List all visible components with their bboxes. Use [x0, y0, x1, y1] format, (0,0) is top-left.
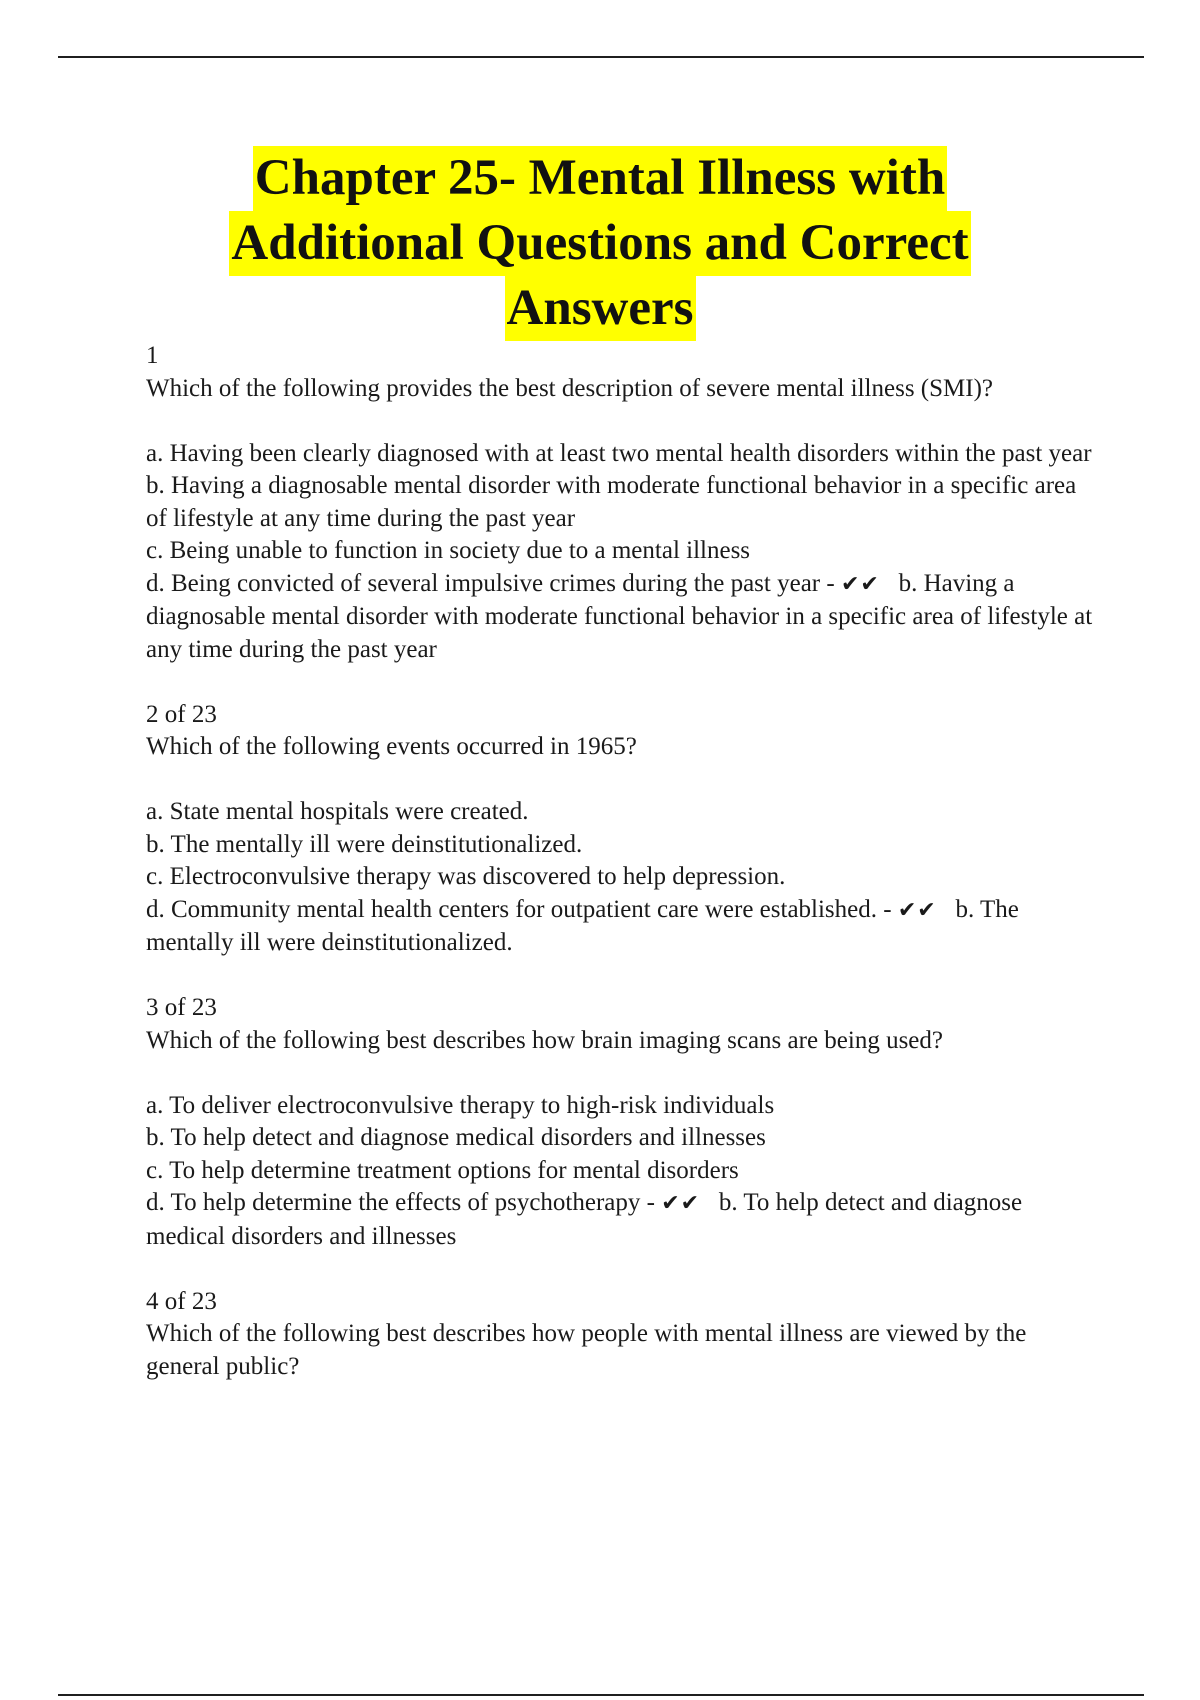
correct-answer: b. To help detect and diagnose medical disorders and illnesses: [146, 1189, 1023, 1250]
option-a: a. State mental hospitals were created.: [146, 798, 529, 825]
option-a: a. To deliver electroconvulsive therapy to high-risk individuals: [146, 1091, 775, 1119]
correct-answer: b. The mentally ill were deinstitutionalized.: [146, 895, 1019, 956]
option-b: b. To help detect and diagnose medical disorders and illnesses: [146, 1124, 766, 1151]
option-a: a. Having been clearly diagnosed with at least two mental health disorders within the past year: [146, 439, 1092, 467]
question-list: [146, 340, 1096, 1383]
option-c: c. To help determine treatment options for mental disorders: [146, 1156, 739, 1184]
document-title: [100, 146, 1100, 341]
correct-answer: b. Having a diagnosable mental disorder with moderate functional behavior in a specific area of lifestyle at any time during the past year: [146, 569, 1093, 663]
question-text: Which of the following best describes how brain imaging scans are being used?: [146, 1026, 943, 1054]
question-number: 3 of 23: [146, 994, 217, 1021]
question-number: 1: [146, 342, 159, 369]
bottom-rule: [58, 1694, 1144, 1696]
question-3: [146, 992, 1096, 1253]
title-line-2: Additional Questions and Correct: [229, 211, 970, 276]
option-d-with-answer: [146, 1187, 1096, 1253]
question-number: 4 of 23: [146, 1287, 217, 1315]
option-d-with-answer: [146, 894, 1096, 960]
option-b: b. The mentally ill were deinstitutionalized.: [146, 830, 583, 858]
option-c: c. Being unable to function in society due to a mental illness: [146, 537, 751, 564]
option-c: c. Electroconvulsive therapy was discovered to help depression.: [146, 863, 786, 890]
option-d: d. Being convicted of several impulsive crimes during the past year -: [146, 569, 835, 597]
question-text: Which of the following provides the best description of severe mental illness (SMI)?: [146, 374, 994, 402]
check-mark-icon: ✔✔: [897, 897, 937, 923]
option-b: b. Having a diagnosable mental disorder with moderate functional behavior in a specific area of lifestyle at any time during the past year: [146, 472, 1077, 532]
top-rule: [58, 56, 1144, 58]
question-1: [146, 340, 1096, 666]
check-mark-icon: ✔✔: [840, 571, 880, 597]
question-text: Which of the following best describes how people with mental illness are viewed by the general public?: [146, 1320, 1027, 1380]
question-2: [146, 699, 1096, 960]
check-mark-icon: ✔✔: [661, 1191, 701, 1216]
question-4: [146, 1286, 1096, 1384]
option-d: d. Community mental health centers for outpatient care were established. -: [146, 895, 892, 923]
title-line-1: Chapter 25- Mental Illness with: [253, 146, 947, 211]
option-d: d. To help determine the effects of psychotherapy -: [146, 1189, 655, 1216]
question-number: 2 of 23: [146, 700, 217, 728]
title-line-3: Answers: [505, 276, 696, 341]
question-text: Which of the following events occurred in 1965?: [146, 733, 637, 760]
option-d-with-answer: [146, 568, 1096, 667]
